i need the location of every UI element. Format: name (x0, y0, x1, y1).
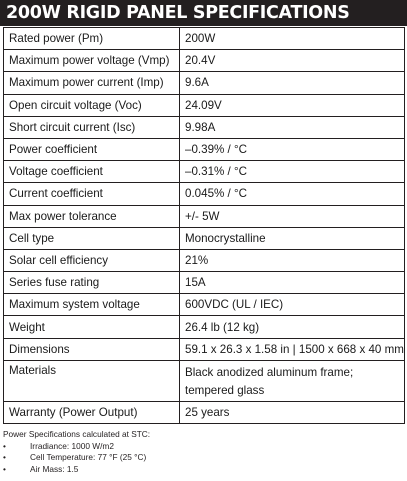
spec-label: Dimensions (4, 338, 180, 360)
spec-value-line: Black anodized aluminum frame; (185, 365, 354, 379)
bullet-icon: • (3, 452, 6, 463)
spec-row (4, 116, 405, 138)
spec-value-line: –0.31% / °C (185, 165, 247, 179)
spec-value (180, 294, 405, 316)
spec-value-line: +/- 5W (185, 209, 220, 223)
spec-table-body (4, 28, 405, 424)
spec-value (180, 401, 405, 423)
spec-label: Weight (4, 316, 180, 338)
spec-label: Maximum power voltage (Vmp) (4, 50, 180, 72)
spec-row (4, 249, 405, 271)
spec-label: Voltage coefficient (4, 161, 180, 183)
spec-row (4, 138, 405, 160)
spec-label: Short circuit current (Isc) (4, 116, 180, 138)
spec-label: Max power tolerance (4, 205, 180, 227)
spec-value-line: 25 years (185, 405, 230, 419)
spec-value (180, 161, 405, 183)
spec-value-line: 26.4 lb (12 kg) (185, 320, 260, 334)
stc-notes-item (3, 464, 150, 476)
spec-value (180, 138, 405, 160)
spec-row (4, 272, 405, 294)
spec-row (4, 227, 405, 249)
stc-notes-item-text: Irradiance: 1000 W/m2 (30, 440, 114, 451)
spec-label: Cell type (4, 227, 180, 249)
spec-value (180, 360, 405, 401)
spec-value (180, 50, 405, 72)
spec-value (180, 28, 405, 50)
spec-row (4, 360, 405, 401)
spec-value (180, 272, 405, 294)
spec-value (180, 72, 405, 94)
spec-row (4, 183, 405, 205)
spec-value-line: 59.1 x 26.3 x 1.58 in | 1500 x 668 x 40 mm (185, 342, 404, 356)
spec-value (180, 227, 405, 249)
spec-row (4, 72, 405, 94)
spec-row (4, 28, 405, 50)
spec-table (3, 27, 405, 424)
spec-label: Maximum power current (Imp) (4, 72, 180, 94)
spec-value-line: 9.6A (185, 76, 209, 90)
stc-notes-item (3, 452, 150, 464)
spec-value (180, 316, 405, 338)
spec-row (4, 294, 405, 316)
spec-value-line: 0.045% / °C (185, 187, 247, 201)
spec-label: Rated power (Pm) (4, 28, 180, 50)
spec-label: Materials (4, 360, 180, 401)
spec-row (4, 161, 405, 183)
spec-value (180, 249, 405, 271)
spec-value-line: –0.39% / °C (185, 143, 247, 157)
spec-row (4, 50, 405, 72)
spec-value-line: 21% (185, 253, 209, 267)
stc-notes-heading: Power Specifications calculated at STC: (3, 429, 151, 439)
spec-row (4, 338, 405, 360)
spec-value (180, 205, 405, 227)
spec-row (4, 94, 405, 116)
spec-value-line: 9.98A (185, 120, 216, 134)
bullet-icon: • (3, 440, 6, 451)
stc-notes-item-text: Air Mass: 1.5 (30, 463, 79, 474)
page-title: 200W RIGID PANEL SPECIFICATIONS (0, 0, 407, 26)
spec-label: Power coefficient (4, 138, 180, 160)
stc-notes (3, 429, 150, 475)
spec-value-line: 15A (185, 276, 206, 290)
stc-notes-item-text: Cell Temperature: 77 °F (25 °C) (30, 452, 147, 463)
spec-value-line: Monocrystalline (185, 231, 266, 245)
spec-row (4, 316, 405, 338)
spec-label: Current coefficient (4, 183, 180, 205)
spec-label: Solar cell efficiency (4, 249, 180, 271)
spec-label: Series fuse rating (4, 272, 180, 294)
spec-value-line: tempered glass (185, 383, 265, 397)
spec-value (180, 338, 405, 360)
bullet-icon: • (3, 463, 6, 474)
spec-value (180, 183, 405, 205)
spec-value-line: 200W (185, 32, 216, 46)
spec-label: Maximum system voltage (4, 294, 180, 316)
spec-value-line: 20.4V (185, 54, 216, 68)
stc-notes-item (3, 441, 150, 453)
spec-row (4, 401, 405, 423)
spec-label: Open circuit voltage (Voc) (4, 94, 180, 116)
spec-label: Warranty (Power Output) (4, 401, 180, 423)
spec-value (180, 116, 405, 138)
stc-notes-list (3, 441, 150, 476)
spec-row (4, 205, 405, 227)
spec-value-line: 600VDC (UL / IEC) (185, 298, 284, 312)
spec-value-line: 24.09V (185, 98, 222, 112)
spec-value (180, 94, 405, 116)
